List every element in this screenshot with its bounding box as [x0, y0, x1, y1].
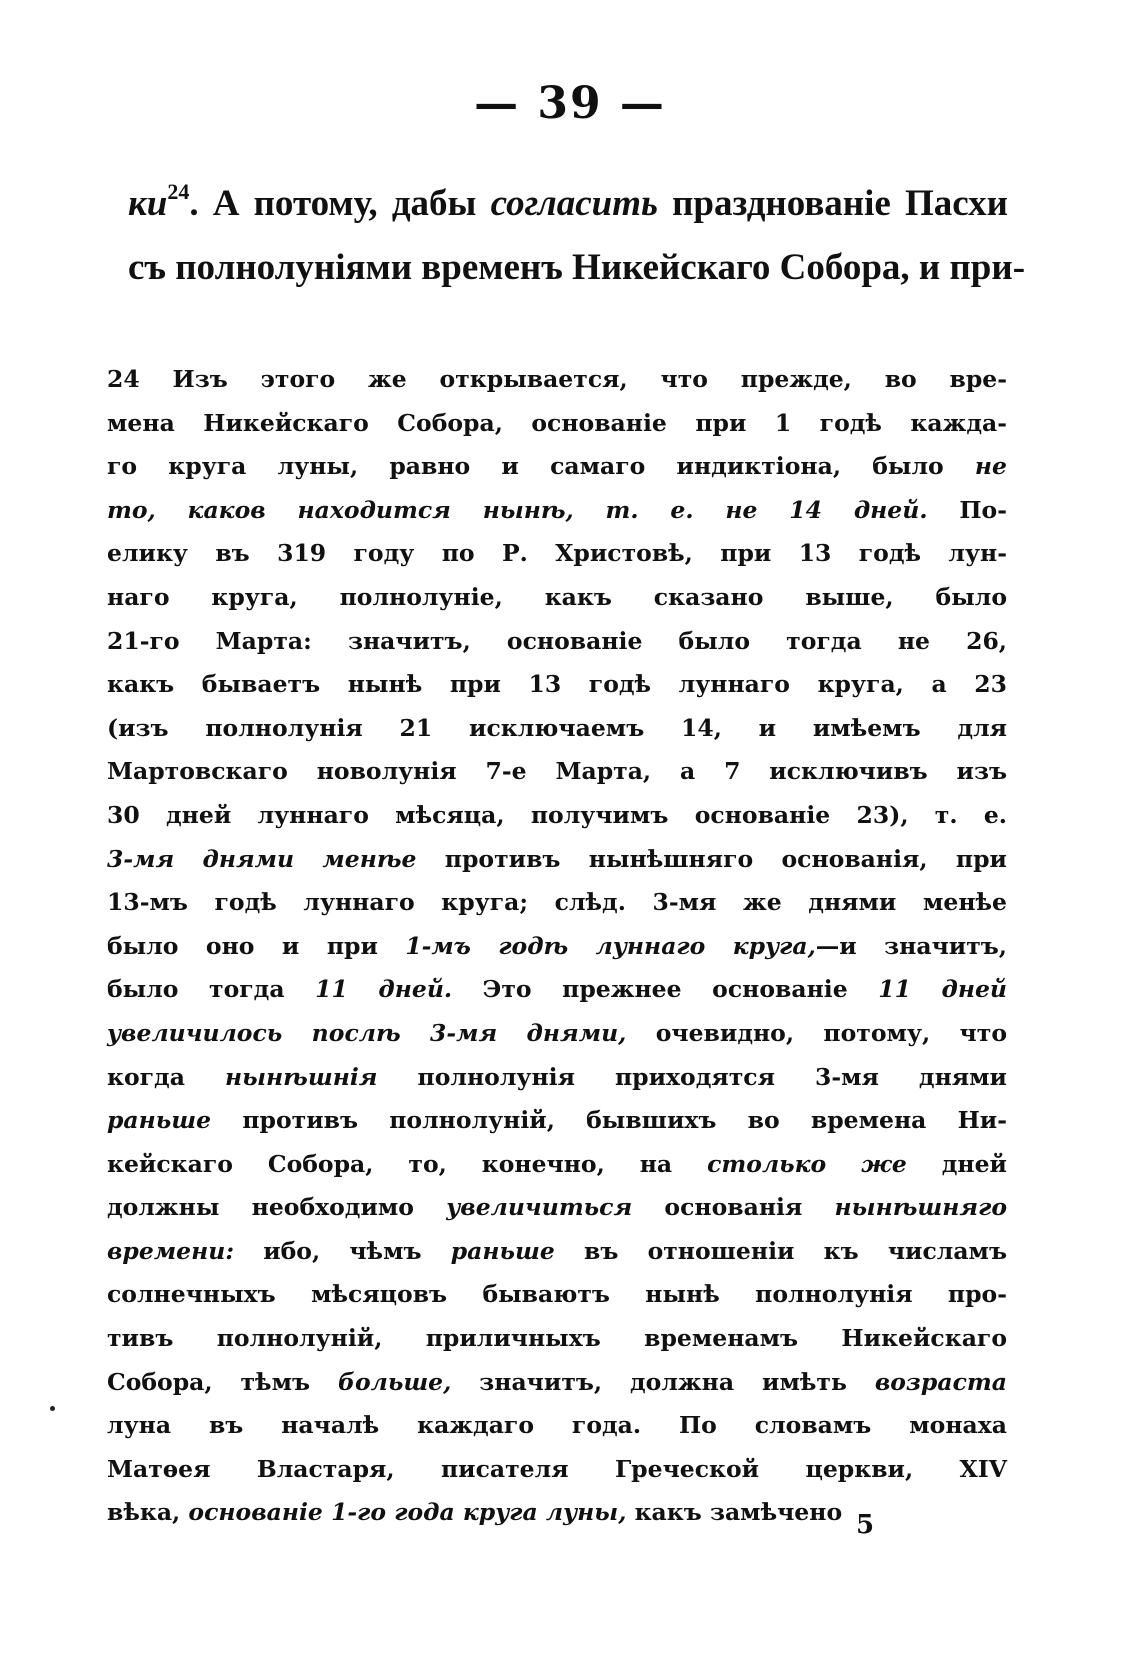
footnote-line: [107, 1099, 1007, 1143]
footnote-line: [107, 1317, 1007, 1361]
italic-text: нынѣшняго: [834, 1193, 1007, 1222]
italic-text: то, каков находится нынѣ, т. е. не 14 дней.: [107, 495, 928, 524]
italic-text: 11 дней: [878, 975, 1007, 1004]
footnote-line: [107, 968, 1007, 1012]
italic-text: времени:: [107, 1236, 235, 1265]
footnote: [107, 358, 1007, 1535]
main-text: [128, 172, 1026, 300]
footnote-line: [107, 881, 1007, 925]
footnote-line: [107, 576, 1007, 620]
italic-text: 11 дней.: [315, 975, 453, 1004]
italic-text: увеличиться: [446, 1193, 633, 1222]
italic-text: раньше: [450, 1236, 555, 1265]
text-run: полнолунія приходятся 3-мя днями: [377, 1062, 1007, 1091]
footnote-line: [107, 838, 1007, 882]
page-number: — 39 —: [474, 78, 666, 129]
text-run: должны необходимо: [107, 1193, 447, 1222]
footnote-line: [107, 532, 1007, 576]
italic-text: столько же: [707, 1149, 907, 1178]
footnote-line: [107, 358, 1007, 402]
text-run: дней: [906, 1149, 1007, 1178]
footnote-line: [107, 663, 1007, 707]
text-run: го круга луны, равно и самаго индиктіона, было: [107, 452, 975, 481]
footnote-line: [107, 925, 1007, 969]
text-run: основанія: [632, 1193, 835, 1222]
text-run: елику въ 319 году по Р. Христовѣ, при 13 годѣ лун-: [107, 539, 1007, 568]
text-run: —и значитъ,: [815, 931, 1007, 960]
text-run: противъ полнолуній, бывшихъ во времена Ни-: [211, 1106, 1007, 1135]
italic-text: 3-мя днями менѣе: [107, 844, 417, 873]
footnote-reference: 24: [167, 179, 190, 204]
italic-text: 1-мъ годѣ луннаго круга,: [405, 931, 816, 960]
text-run: значитъ, должна имѣть: [451, 1367, 875, 1396]
text-run: кейскаго Собора, то, конечно, на: [107, 1149, 708, 1178]
text-run: солнечныхъ мѣсяцовъ бываютъ нынѣ полнолунія про-: [107, 1280, 1007, 1309]
text-run: какъ замѣчено: [626, 1498, 843, 1527]
text-run: 30 дней луннаго мѣсяца, получимъ основаніе 23), т. е.: [107, 800, 1007, 829]
main-text-line: [128, 236, 1026, 300]
text-run: празднованіе Пасхи: [657, 183, 1008, 224]
footnote-line: [107, 1186, 1007, 1230]
text-run: По-: [927, 495, 1007, 524]
text-run: ибо, чѣмъ: [234, 1236, 451, 1265]
text-run: мена Никейскаго Собора, основаніе при 1 годѣ кажда-: [107, 408, 1007, 437]
footnote-line: [107, 1273, 1007, 1317]
footnote-line: [107, 445, 1007, 489]
footnote-line: [107, 1056, 1007, 1100]
footnote-line: [107, 1361, 1007, 1405]
text-run: Это прежнее основаніе: [452, 975, 879, 1004]
footnote-line: [107, 1404, 1007, 1448]
text-run: 21-го Марта: значитъ, основаніе было тогда не 26,: [107, 626, 1007, 655]
italic-text: возраста: [874, 1367, 1007, 1396]
italic-text: раньше: [107, 1106, 212, 1135]
footnote-line: [107, 1143, 1007, 1187]
footnote-line: [107, 402, 1007, 446]
text-run: вѣка,: [107, 1498, 189, 1527]
text-run: (изъ полнолунія 21 исключаемъ 14, и имѣемъ для: [107, 713, 1007, 742]
text-run: 24 Изъ этого же открывается, что прежде, во вре-: [107, 365, 1007, 393]
italic-text: больше,: [337, 1367, 452, 1396]
italic-text: увеличилось послѣ 3-мя днями,: [107, 1018, 627, 1047]
footnote-line: [107, 794, 1007, 838]
footnote-line: [107, 1448, 1007, 1492]
text-run: съ полнолуніями временъ Никейскаго Собора, и при-: [128, 247, 1026, 288]
text-run: Мартовскаго новолунія 7-е Марта, а 7 исключивъ изъ: [107, 757, 1007, 786]
footnote-line: [107, 750, 1007, 794]
text-run: очевидно, потому, что: [626, 1018, 1007, 1047]
signature-mark: 5: [856, 1510, 875, 1540]
footnote-line: [107, 489, 1007, 533]
ink-speck: [50, 1406, 55, 1411]
main-text-line: [128, 172, 1008, 236]
footnote-line: [107, 1012, 1007, 1056]
footnote-line: [107, 620, 1007, 664]
text-run: наго круга, полнолуніе, какъ сказано выше, было: [107, 582, 1007, 611]
italic-text: согласить: [490, 183, 658, 224]
text-run: . А потому, дабы: [189, 183, 491, 224]
italic-text: основаніе 1-го года круга луны,: [188, 1498, 627, 1527]
text-run: было оно и при: [107, 931, 406, 960]
text-run: 13-мъ годѣ луннаго круга; слѣд. 3-мя же днями менѣе: [107, 888, 1007, 917]
italic-text: нынѣшнія: [224, 1062, 378, 1091]
italic-text: ки: [128, 183, 168, 224]
text-run: Собора, тѣмъ: [107, 1367, 338, 1396]
text-run: противъ нынѣшняго основанія, при: [416, 844, 1007, 873]
text-run: луна въ началѣ каждаго года. По словамъ монаха: [107, 1411, 1007, 1440]
text-run: въ отношеніи къ числамъ: [554, 1236, 1007, 1265]
text-run: было тогда: [107, 975, 316, 1004]
text-run: когда: [107, 1062, 225, 1091]
text-run: Матѳея Властаря, писателя Греческой церкви, XIV: [107, 1454, 1007, 1483]
text-run: какъ бываетъ нынѣ при 13 годѣ луннаго круга, а 23: [107, 670, 1007, 699]
footnote-line: [107, 707, 1007, 751]
italic-text: не: [974, 452, 1007, 481]
text-run: тивъ полнолуній, приличныхъ временамъ Никейскаго: [107, 1324, 1007, 1353]
footnote-line: [107, 1230, 1007, 1274]
